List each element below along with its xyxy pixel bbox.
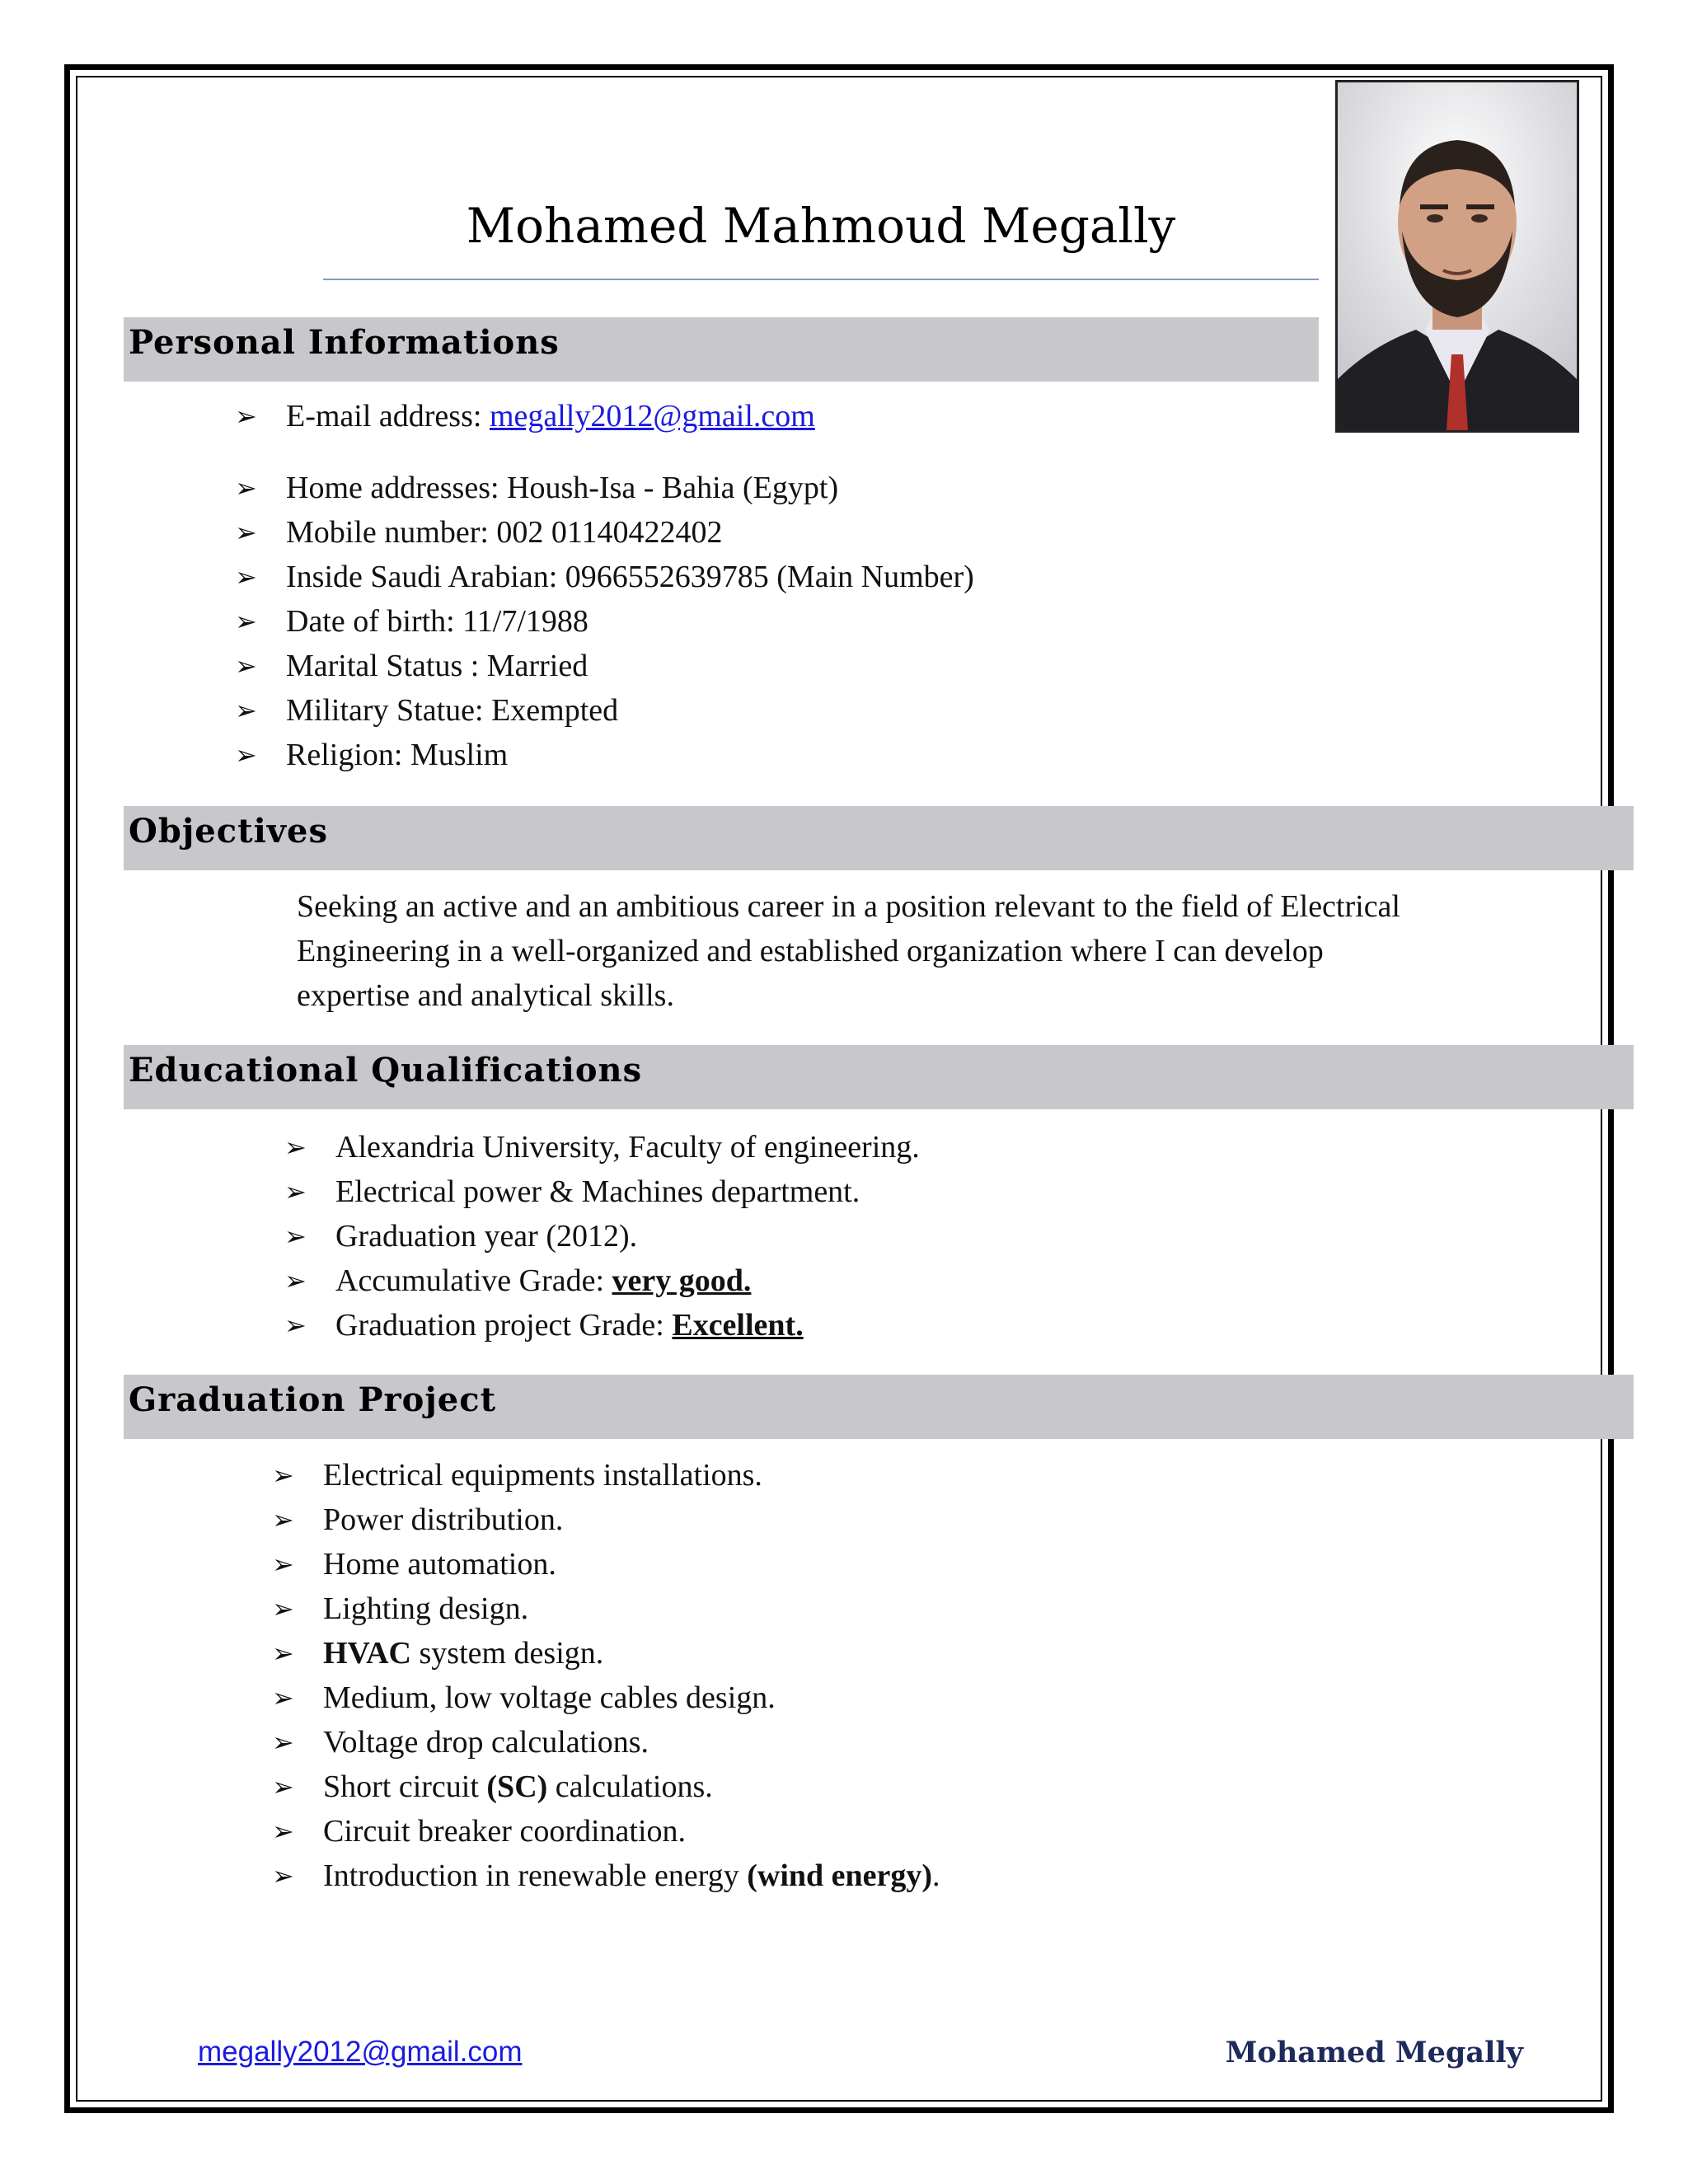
arrow-bullet-icon: ➢: [235, 561, 257, 593]
arrow-bullet-icon: ➢: [272, 1860, 294, 1891]
personal-info-list: [235, 466, 974, 777]
project-item: Home automation.: [323, 1547, 556, 1582]
arrow-bullet-icon: ➢: [284, 1221, 307, 1252]
section-heading-education: Educational Qualifications: [124, 1045, 1634, 1109]
arrow-bullet-icon: ➢: [284, 1176, 307, 1207]
project-item: .: [932, 1858, 940, 1893]
list-item: [235, 466, 974, 510]
section-heading-objectives: Objectives: [124, 806, 1634, 870]
project-grade-label: Graduation project Grade:: [335, 1308, 673, 1343]
education-list: [284, 1125, 920, 1347]
email-link[interactable]: megally2012@gmail.com: [489, 399, 815, 434]
project-item: Lighting design.: [323, 1591, 529, 1626]
objective-line: Seeking an active and an ambitious career in a position relevant to the field of Electrical: [297, 889, 1400, 924]
list-item: [284, 1214, 920, 1258]
list-item: [272, 1765, 940, 1809]
department: Electrical power & Machines department.: [335, 1174, 860, 1209]
mobile-number: Mobile number: 002 01140422402: [286, 515, 723, 550]
list-item: [235, 644, 974, 688]
objective-text: [297, 884, 1566, 1018]
list-item: [272, 1453, 940, 1497]
arrow-bullet-icon: ➢: [272, 1727, 294, 1758]
list-item: [272, 1542, 940, 1586]
list-item: [284, 1303, 920, 1347]
email-label: E-mail address:: [286, 399, 490, 434]
arrow-bullet-icon: ➢: [284, 1265, 307, 1296]
project-item: Introduction in renewable energy: [323, 1858, 748, 1893]
arrow-bullet-icon: ➢: [235, 606, 257, 637]
arrow-bullet-icon: ➢: [272, 1638, 294, 1669]
home-address: Home addresses: Housh-Isa - Bahia (Egypt): [286, 471, 839, 505]
military-status: Military Statue: Exempted: [286, 693, 619, 728]
arrow-bullet-icon: ➢: [284, 1310, 307, 1341]
list-item: [272, 1720, 940, 1765]
footer-name: Mohamed Megally: [1225, 2036, 1523, 2069]
arrow-bullet-icon: ➢: [272, 1504, 294, 1535]
wind-bold: (wind energy): [747, 1858, 933, 1893]
list-item: [272, 1675, 940, 1720]
project-item: calculations.: [547, 1769, 713, 1804]
project-item: Medium, low voltage cables design.: [323, 1680, 776, 1715]
arrow-bullet-icon: ➢: [272, 1460, 294, 1491]
arrow-bullet-icon: ➢: [272, 1771, 294, 1802]
arrow-bullet-icon: ➢: [235, 650, 257, 682]
project-grade-value: Excellent.: [672, 1308, 804, 1343]
profile-photo: [1335, 80, 1579, 433]
list-item: [284, 1169, 920, 1214]
list-item: [272, 1586, 940, 1631]
university: Alexandria University, Faculty of engineering.: [335, 1130, 920, 1165]
project-list: [272, 1453, 940, 1898]
list-item: [235, 733, 974, 777]
list-item: [272, 1631, 940, 1675]
date-of-birth: Date of birth: 11/7/1988: [286, 604, 588, 639]
list-item: [235, 555, 974, 599]
arrow-bullet-icon: ➢: [272, 1593, 294, 1624]
graduation-year: Graduation year (2012).: [335, 1219, 638, 1254]
project-item: system design.: [411, 1636, 604, 1671]
arrow-bullet-icon: ➢: [235, 517, 257, 548]
project-item: Voltage drop calculations.: [323, 1725, 649, 1760]
arrow-bullet-icon: ➢: [235, 695, 257, 726]
list-item: [272, 1497, 940, 1542]
page-title: Mohamed Mahmoud Megally: [466, 198, 1176, 254]
arrow-bullet-icon: ➢: [235, 472, 257, 504]
arrow-bullet-icon: ➢: [272, 1549, 294, 1580]
section-heading-project: Graduation Project: [124, 1375, 1634, 1439]
religion: Religion: Muslim: [286, 738, 509, 772]
list-item: [235, 599, 974, 644]
project-item: Electrical equipments installations.: [323, 1458, 762, 1493]
personal-email-list: [235, 394, 815, 438]
list-item: [272, 1854, 940, 1898]
objective-line: Engineering in a well-organized and established organization where I can develop: [297, 934, 1324, 968]
list-item: [284, 1258, 920, 1303]
objective-line: expertise and analytical skills.: [297, 978, 674, 1013]
project-item: Power distribution.: [323, 1502, 564, 1537]
footer-email-link[interactable]: megally2012@gmail.com: [198, 2036, 523, 2068]
list-item: [272, 1809, 940, 1854]
list-item: [284, 1125, 920, 1169]
arrow-bullet-icon: ➢: [272, 1682, 294, 1713]
project-item: Circuit breaker coordination.: [323, 1814, 687, 1849]
saudi-number: Inside Saudi Arabian: 0966552639785 (Main Number): [286, 560, 974, 594]
marital-status: Marital Status : Married: [286, 649, 588, 683]
arrow-bullet-icon: ➢: [235, 401, 257, 432]
sc-bold: (SC): [486, 1769, 548, 1804]
title-underline: [323, 279, 1319, 280]
hvac-bold: HVAC: [323, 1636, 411, 1671]
arrow-bullet-icon: ➢: [284, 1132, 307, 1163]
arrow-bullet-icon: ➢: [235, 739, 257, 771]
grade-value: very good.: [612, 1263, 752, 1298]
list-item: [235, 394, 815, 438]
section-heading-personal: Personal Informations: [124, 317, 1319, 382]
list-item: [235, 510, 974, 555]
project-item: Short circuit: [323, 1769, 487, 1804]
list-item: [235, 688, 974, 733]
grade-label: Accumulative Grade:: [335, 1263, 612, 1298]
arrow-bullet-icon: ➢: [272, 1816, 294, 1847]
